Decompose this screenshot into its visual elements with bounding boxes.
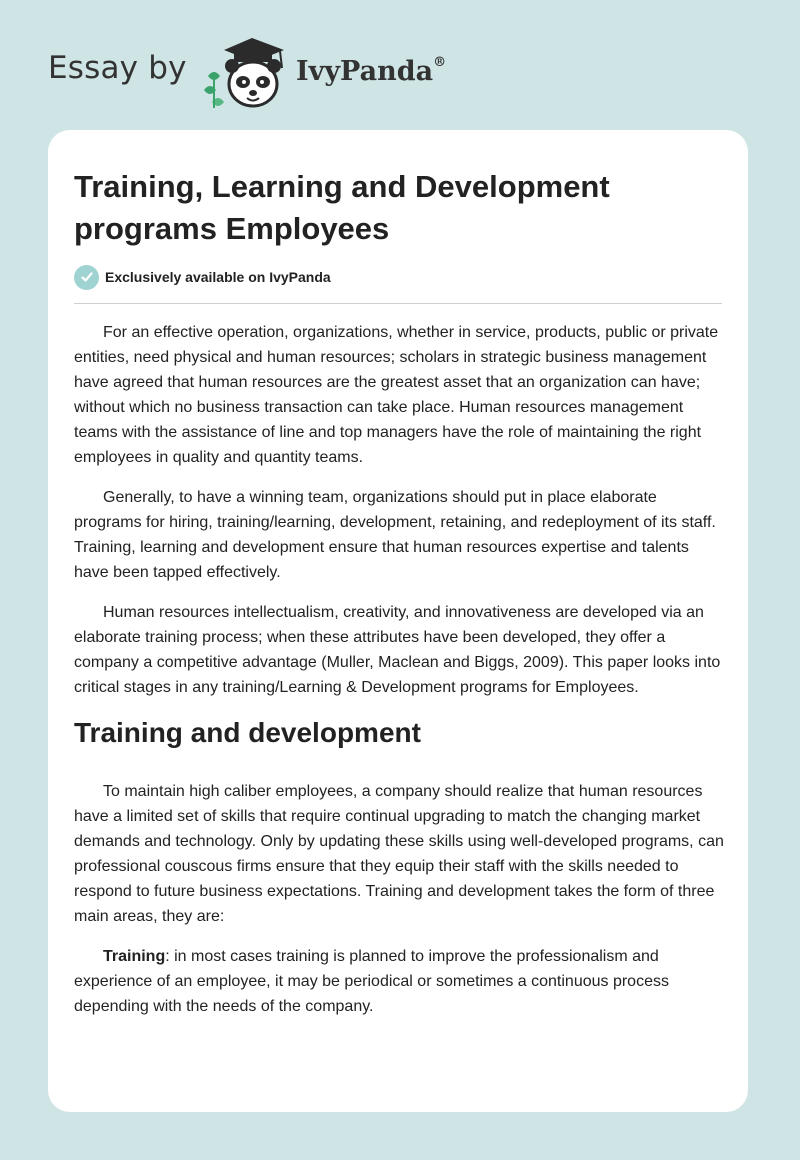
paragraph: For an effective operation, organizations, whether in service, products, public or private entities, need physical and human resources; scholars in strategic business management have agreed that human resources are the greatest asset that an organization can have; without which no business transaction can take place. Human resources management teams with the assistance of line and top managers have the role of maintaining the right employees in quality and quantity teams. [74, 324, 719, 466]
brand-name: IvyPanda [296, 56, 434, 87]
exclusive-badge [74, 264, 331, 290]
exclusive-badge-label: Exclusively available on IvyPanda [105, 269, 331, 285]
paragraph: Generally, to have a winning team, organizations should put in place elaborate programs for hiring, training/learning, development, retaining, and redeployment of its staff. Training, learning and development ensure that human resources expertise and talents have been tapped effectively. [74, 489, 716, 581]
paragraph: To maintain high caliber employees, a company should realize that human resources have a limited set of skills that require continual upgrading to match the changing market demands and technology. Only by updating these skills using well-developed programs, can professional couscous firms ensure that they equip their staff with the skills needed to respond to future business expectations. Training and development takes the form of three main areas, they are: [74, 783, 724, 925]
ivypanda-logo-icon[interactable] [200, 32, 296, 112]
essay-by-label: Essay by [48, 50, 187, 86]
training-paragraph [74, 944, 724, 1019]
paragraph: Human resources intellectualism, creativity, and innovativeness are developed via an elaborate training process; when these attributes have been developed, they offer a company a competitive advantage (Muller, Maclean and Biggs, 2009). This paper looks into critical stages in any training/Learning & Development programs for Employees. [74, 604, 721, 696]
article-body [74, 320, 724, 1034]
training-text: : in most cases training is planned to improve the professionalism and experience of an employee, it may be periodical or sometimes a continuous process depending with the needs of the company. [74, 948, 669, 1015]
registered-mark: ® [433, 55, 447, 70]
check-circle-icon [74, 265, 99, 290]
article-title: Training, Learning and Development programs Employees [74, 169, 610, 246]
divider [74, 303, 722, 304]
training-term: Training [103, 948, 166, 965]
ivypanda-brand[interactable] [296, 56, 446, 87]
site-header [0, 0, 800, 130]
section-heading: Training and development [74, 717, 421, 748]
article-card [48, 130, 748, 1112]
